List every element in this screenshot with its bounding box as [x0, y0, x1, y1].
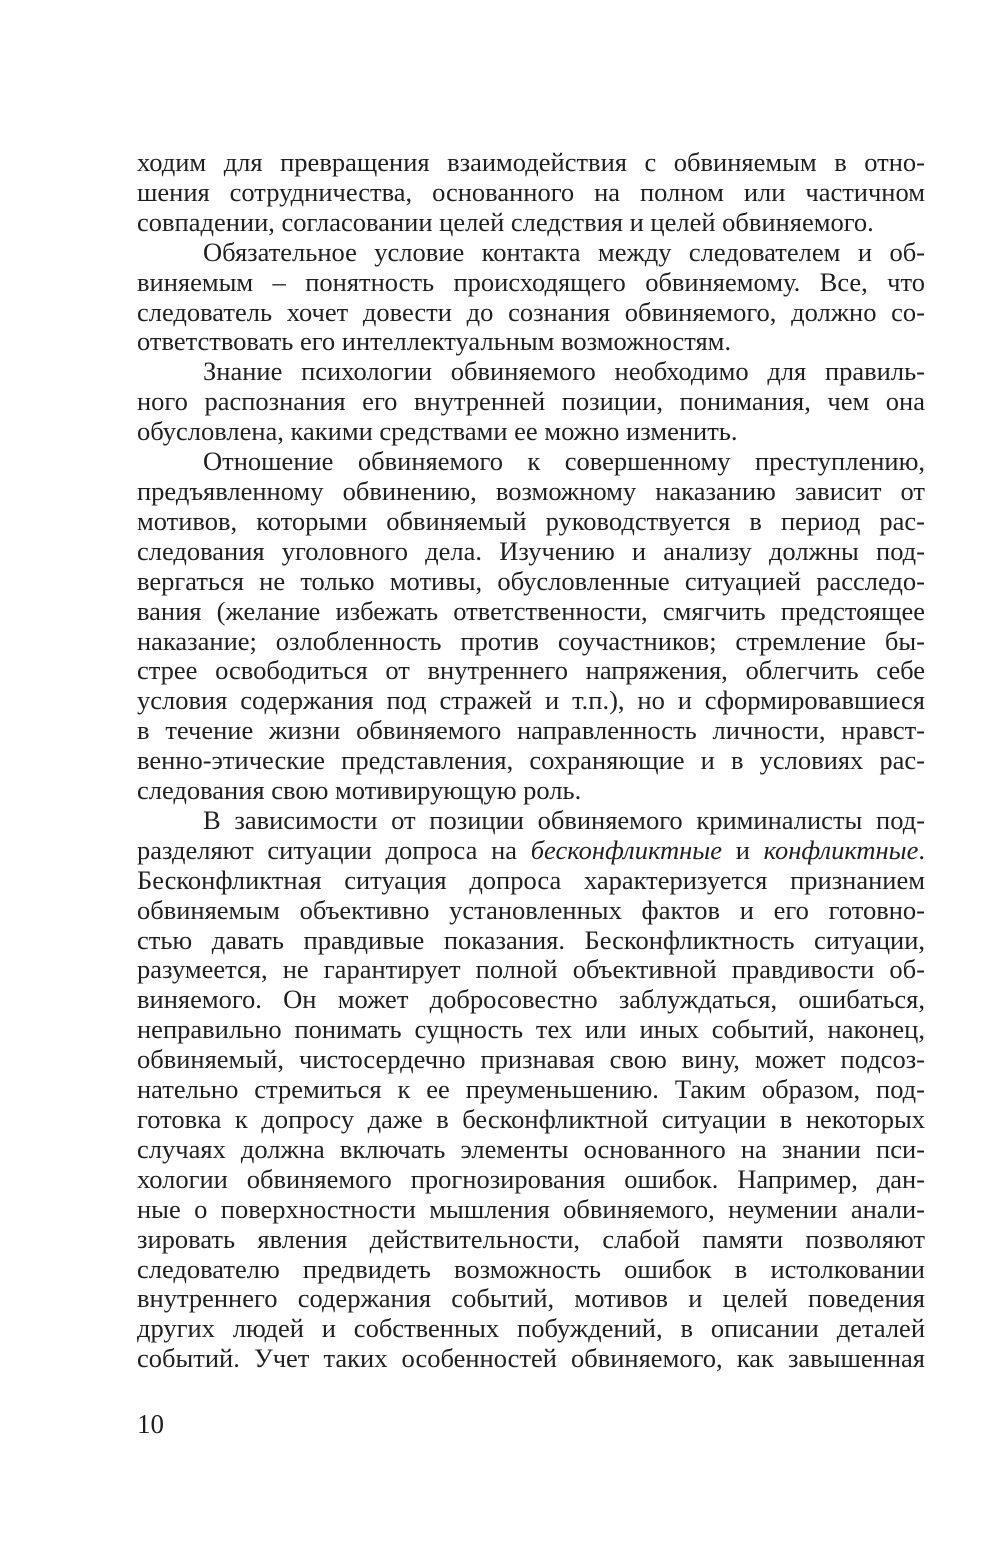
text-line: ные о поверхностности мышления обвиняемого, неумении анали- [137, 1193, 925, 1224]
text-line: шения сотрудничества, основанного на полном или частичном [137, 176, 925, 207]
text-line: обусловлена, какими средствами ее можно изменить. [137, 416, 738, 447]
text-line: следователю предвидеть возможность ошибок в истолковании [137, 1253, 925, 1284]
emphasis-conflict: конфликтные [763, 834, 919, 865]
text-run: и [722, 834, 764, 865]
text-line: нательно стремиться к ее преуменьшению. Таким образом, под- [137, 1074, 925, 1105]
text-line: зировать явления действительности, слабой памяти позволяют [137, 1223, 925, 1254]
text-line: вергаться не только мотивы, обусловленные ситуацией расследо- [137, 565, 925, 596]
emphasis-nonconflict: бесконфликтные [530, 834, 723, 865]
paragraph-5 [137, 806, 925, 1374]
text-line: обвиняемым объективно установленных фактов и его готовно- [137, 894, 925, 925]
text-line: венно-этические представления, сохраняющие и в условиях рас- [137, 745, 925, 776]
text-line: совпадении, согласовании целей следствия и целей обвиняемого. [137, 206, 874, 237]
text-line: Знание психологии обвиняемого необходимо для правиль- [203, 356, 925, 387]
text-line: мотивов, которыми обвиняемый руководствуется в период рас- [137, 505, 925, 536]
text-line: в течение жизни обвиняемого направленность личности, нравст- [137, 715, 925, 746]
text-line: условия содержания под стражей и т.п.), но и сформировавшиеся [137, 685, 925, 716]
paragraph-4 [137, 447, 925, 806]
text-line: внутреннего содержания событий, мотивов и целей поведения [137, 1283, 925, 1314]
page-number: 10 [137, 1409, 164, 1439]
text-line: стью давать правдивые показания. Бесконфликтность ситуации, [137, 924, 925, 955]
page-body [137, 148, 925, 1374]
text-line: наказание; озлобленность против соучастников; стремление бы- [137, 625, 925, 656]
text-line: Отношение обвиняемого к совершенному преступлению, [203, 446, 925, 477]
text-line-with-emphasis [137, 836, 925, 866]
text-line: Обязательное условие контакта между следователем и об- [203, 236, 925, 267]
text-line: обвиняемый, чистосердечно признавая свою вину, может подсоз- [137, 1044, 925, 1075]
text-line: В зависимости от позиции обвиняемого криминалисты под- [203, 804, 925, 835]
paragraph-3 [137, 357, 925, 447]
paragraph-1 [137, 148, 925, 238]
text-line: следователь хочет довести до сознания обвиняемого, должно со- [137, 296, 925, 327]
text-run: . [918, 834, 926, 865]
text-run: разделяют ситуации допроса на [137, 834, 531, 865]
text-line: виняемым – понятность происходящего обвиняемому. Все, что [137, 266, 925, 297]
text-line: предъявленному обвинению, возможному наказанию зависит от [137, 475, 925, 506]
text-line: ответствовать его интеллектуальным возможностям. [137, 326, 732, 357]
text-line: Бесконфликтная ситуация допроса характеризуется признанием [137, 864, 925, 895]
text-line: стрее освободиться от внутреннего напряжения, облегчить себе [137, 655, 925, 686]
text-line: разумеется, не гарантирует полной объективной правдивости об- [137, 954, 925, 985]
text-line: ходим для превращения взаимодействия с обвиняемым в отно- [137, 147, 925, 177]
text-line: других людей и собственных побуждений, в описании деталей [137, 1313, 925, 1344]
text-line: следования свою мотивирующую роль. [137, 775, 582, 806]
text-line: событий. Учет таких особенностей обвиняемого, как завышенная [137, 1343, 925, 1374]
paragraph-2 [137, 238, 925, 358]
text-line: виняемого. Он может добросовестно заблуждаться, ошибаться, [137, 984, 925, 1015]
text-line: случаях должна включать элементы основанного на знании пси- [137, 1133, 925, 1164]
text-line: следования уголовного дела. Изучению и анализу должны под- [137, 535, 925, 566]
text-line: хологии обвиняемого прогнозирования ошибок. Например, дан- [137, 1163, 925, 1194]
text-line: ного распознания его внутренней позиции, понимания, чем она [137, 386, 925, 417]
text-line: готовка к допросу даже в бесконфликтной ситуации в некоторых [137, 1104, 925, 1134]
text-line: неправильно понимать сущность тех или иных событий, наконец, [137, 1014, 925, 1045]
text-line: вания (желание избежать ответственности, смягчить предстоящее [137, 595, 925, 626]
